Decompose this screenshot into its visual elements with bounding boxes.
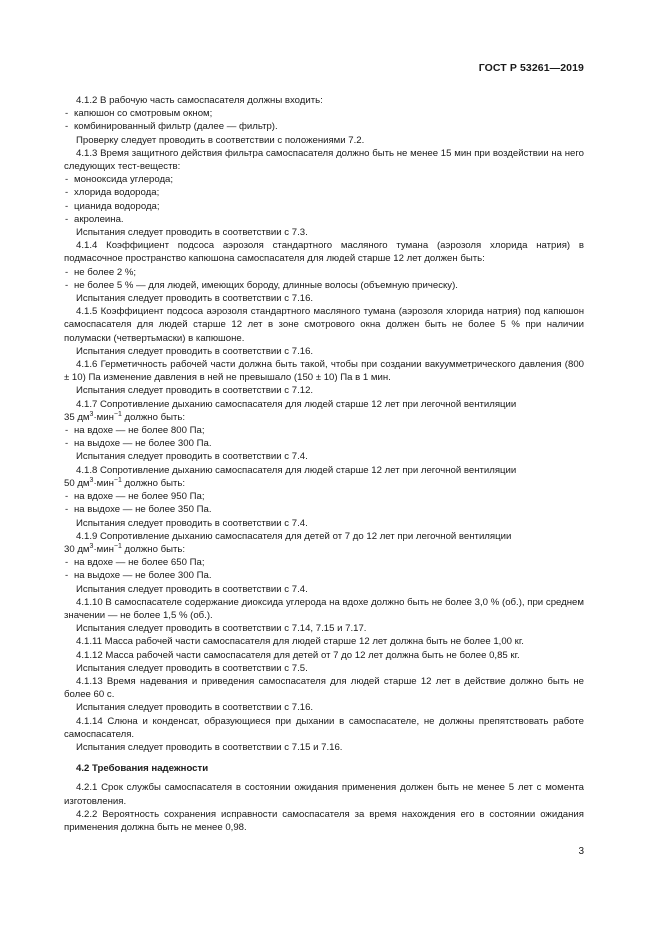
clause-4-1-2-intro: 4.1.2 В рабочую часть самоспасателя должны входить: (76, 95, 323, 106)
flow-value: 50 дм (64, 477, 90, 489)
page-number: 3 (578, 846, 584, 857)
clause-4-1-14: 4.1.14 Слюна и конденсат, образующиеся при дыхании в самоспасателе, не должны препятствовать работе самоспасателя. (64, 715, 584, 740)
list-item: - комбинированный фильтр (далее — фильтр). (64, 120, 584, 133)
clause-4-1-6: 4.1.6 Герметичность рабочей части должна быть такой, чтобы при создании вакуумметрического давления (800 ± 10) Па изменение давления в ней не превышало (150 ± 10) Па в 1 мин. (64, 359, 584, 384)
list-item: - не более 5 % — для людей, имеющих бороду, длинные волосы (объемную прическу). (64, 279, 584, 292)
flow-tail: должно быть: (121, 543, 186, 555)
flow-tail: должно быть: (121, 477, 186, 489)
test-reference: Проверку следует проводить в соответствии с положениями 7.2. (76, 134, 365, 146)
list-item: - на выдохе — не более 300 Па. (64, 569, 584, 582)
flow-unit: ·мин (93, 477, 114, 489)
document-header: ГОСТ Р 53261—2019 (478, 62, 584, 74)
test-reference: Испытания следует проводить в соответствии с 7.4. (76, 517, 308, 529)
clause-4-1-4-intro: 4.1.4 Коэффициент подсоса аэрозоля стандартного масляного тумана (аэрозоля хлорида натрия) в подмасочное пространство капюшона самоспасателя для людей старше 12 лет должен быть: (64, 240, 584, 265)
list-item: - не более 2 %; (64, 266, 584, 279)
clause-4-1-11: 4.1.11 Масса рабочей части самоспасателя для людей старше 12 лет должна быть не более 1,00 кг. (76, 636, 524, 648)
clause-4-1-7-flow (64, 411, 584, 424)
clause-4-1-10: 4.1.10 В самоспасателе содержание диоксида углерода на вдохе должно быть не более 3,0 % (об.), при среднем значении — не более 1,5 % (об.). (64, 596, 584, 621)
test-reference: Испытания следует проводить в соответствии с 7.5. (76, 662, 308, 674)
test-reference: Испытания следует проводить в соответствии с 7.16. (76, 345, 314, 357)
list-item: - монооксида углерода; (64, 173, 584, 186)
document-body (64, 94, 584, 834)
test-reference: Испытания следует проводить в соответствии с 7.4. (76, 451, 308, 463)
clause-4-1-5: 4.1.5 Коэффициент подсоса аэрозоля стандартного масляного тумана (аэрозоля хлорида натрия) под капюшон самоспасателя для людей старше 12 лет в зоне смотрового окна должен быть не более 5 % при наличии полумаски (четвертьмаски) в капюшоне. (64, 306, 584, 344)
clause-4-1-8-flow (64, 477, 584, 490)
list-item: - на вдохе — не более 950 Па; (64, 490, 584, 503)
list-item: - на вдохе — не более 800 Па; (64, 424, 584, 437)
flow-value: 35 дм (64, 411, 90, 423)
flow-value: 30 дм (64, 543, 90, 555)
exponent: −1 (113, 410, 122, 418)
test-reference: Испытания следует проводить в соответствии с 7.16. (76, 293, 314, 305)
clause-4-2-1: 4.2.1 Срок службы самоспасателя в состоянии ожидания применения должен быть не менее 5 лет с момента изготовления. (64, 782, 584, 807)
clause-4-1-12: 4.1.12 Масса рабочей части самоспасателя для детей от 7 до 12 лет должна быть не более 0,85 кг. (76, 649, 520, 661)
clause-4-1-8-intro: 4.1.8 Сопротивление дыханию самоспасателя для людей старше 12 лет при легочной вентиляции (76, 464, 517, 476)
test-reference: Испытания следует проводить в соответствии с 7.12. (76, 385, 314, 397)
test-reference: Испытания следует проводить в соответствии с 7.15 и 7.16. (76, 741, 343, 753)
clause-4-1-13: 4.1.13 Время надевания и приведения самоспасателя для людей старше 12 лет в действие должно быть не более 60 с. (64, 675, 584, 701)
list-item: - на вдохе — не более 650 Па; (64, 556, 584, 569)
clause-4-1-9-intro: 4.1.9 Сопротивление дыханию самоспасателя для детей от 7 до 12 лет при легочной вентиляции (76, 530, 512, 542)
flow-tail: должно быть: (121, 411, 186, 423)
exponent: −1 (113, 542, 122, 550)
test-reference: Испытания следует проводить в соответствии с 7.16. (76, 702, 314, 714)
clause-4-2-2: 4.2.2 Вероятность сохранения исправности самоспасателя за время нахождения его в состоянии ожидания применения должна быть не менее 0,98. (64, 808, 584, 833)
list-item: - хлорида водорода; (64, 186, 584, 199)
flow-unit: ·мин (93, 411, 114, 423)
clause-4-1-7-intro: 4.1.7 Сопротивление дыханию самоспасателя для людей старше 12 лет при легочной вентиляции (76, 398, 517, 410)
exponent: 3 (89, 410, 94, 418)
list-item: - капюшон со смотровым окном; (64, 107, 584, 120)
list-item: - на выдохе — не более 300 Па. (64, 437, 584, 450)
list-item: - на выдохе — не более 350 Па. (64, 503, 584, 516)
test-reference: Испытания следует проводить в соответствии с 7.3. (76, 227, 308, 239)
section-heading: 4.2 Требования надежности (76, 763, 209, 775)
test-reference: Испытания следует проводить в соответствии с 7.14, 7.15 и 7.17. (76, 623, 367, 635)
clause-4-1-3-intro: 4.1.3 Время защитного действия фильтра самоспасателя должно быть не менее 15 мин при воздействии на него следующих тест-веществ: (64, 147, 584, 173)
list-item: - цианида водорода; (64, 200, 584, 213)
exponent: 3 (89, 476, 94, 484)
list-item: - акролеина. (64, 213, 584, 226)
exponent: −1 (113, 476, 122, 484)
flow-unit: ·мин (93, 543, 114, 555)
exponent: 3 (89, 542, 94, 550)
test-reference: Испытания следует проводить в соответствии с 7.4. (76, 583, 308, 595)
clause-4-1-9-flow (64, 543, 584, 556)
